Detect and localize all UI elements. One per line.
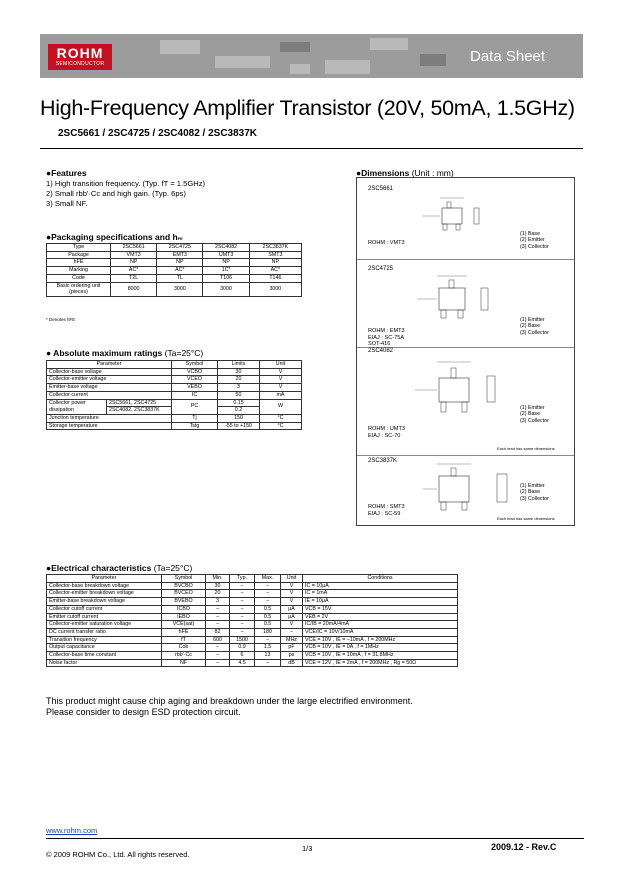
- table-row: [47, 368, 302, 376]
- package-line: ROHM : EMT3: [368, 328, 405, 334]
- title-divider: [40, 148, 583, 149]
- table-cell: V: [281, 621, 303, 629]
- table-header: Max.: [255, 575, 281, 583]
- table-cell: 6: [230, 652, 255, 660]
- table-cell: VCBO: [172, 368, 218, 376]
- table-cell: −: [230, 613, 255, 621]
- table-cell: 600: [206, 636, 230, 644]
- table-cell: −: [230, 590, 255, 598]
- table-cell: BVCBO: [162, 582, 206, 590]
- table-row: [47, 384, 302, 392]
- table-cell: μA: [281, 605, 303, 613]
- logo-text: ROHM: [56, 45, 104, 61]
- copyright: © 2009 ROHM Co., Ltd. All rights reserved.: [46, 850, 190, 859]
- table-cell: V: [260, 384, 302, 392]
- dim-package-label: [368, 328, 405, 348]
- table-cell: 0.5: [255, 605, 281, 613]
- table-cell: VCE(sat): [162, 621, 206, 629]
- abs-max-table: [46, 360, 302, 430]
- table-cell: Emitter-base breakdown voltage: [47, 598, 162, 606]
- table-cell: 3: [218, 384, 260, 392]
- table-row: [47, 644, 458, 652]
- table-cell: W: [260, 399, 302, 414]
- table-row: [47, 636, 458, 644]
- table-cell: 150: [218, 414, 260, 422]
- table-row: [47, 274, 302, 282]
- caution-line: This product might cause chip aging and breakdown under the large electrified environment.: [46, 696, 413, 706]
- table-row: [47, 259, 302, 267]
- pin-label: (1) Emitter: [520, 317, 545, 323]
- dim-pin-list: [520, 231, 549, 250]
- table-cell: −: [255, 598, 281, 606]
- dimensions-unit: (Unit : mm): [411, 168, 454, 178]
- pin-label: (2) Base: [520, 489, 541, 496]
- table-cell: IC: [172, 391, 218, 399]
- packaging-footnote: * Denotes hFE: [46, 317, 76, 322]
- esd-caution: [46, 696, 413, 718]
- dim-part-name: 2SC4725: [368, 266, 394, 272]
- table-cell: VCE = 10V , IE = −10mA , f = 200MHz: [303, 636, 458, 644]
- table-cell: SMT3: [249, 251, 301, 259]
- table-cell: DC current transfer ratio: [47, 628, 162, 636]
- table-row: [47, 399, 302, 407]
- table-cell: Cob: [162, 644, 206, 652]
- package-line: ROHM : SMT3: [368, 504, 405, 510]
- doc-type-label: Data Sheet: [470, 48, 546, 65]
- table-header: 2SC5661: [111, 244, 157, 252]
- revision: 2009.12 - Rev.C: [491, 842, 557, 852]
- feature-item: 2) Small rbb'·Cc and high gain. (Typ. 6ps): [46, 189, 186, 198]
- footer-rule: [46, 838, 584, 839]
- table-header: Symbol: [162, 575, 206, 583]
- table-cell: −: [255, 582, 281, 590]
- abs-max-heading: [46, 348, 203, 358]
- table-cell: −: [255, 636, 281, 644]
- table-cell: V: [281, 590, 303, 598]
- table-cell: NP: [249, 259, 301, 267]
- table-cell: −: [206, 659, 230, 667]
- table-cell: fT: [162, 636, 206, 644]
- table-row: [47, 376, 302, 384]
- table-cell: 180: [255, 628, 281, 636]
- table-header-row: [47, 244, 302, 252]
- table-cell: °C: [260, 422, 302, 430]
- table-cell: Collector-emitter breakdown voltage: [47, 590, 162, 598]
- table-cell: 20: [218, 376, 260, 384]
- dim-pin-list: [520, 405, 549, 424]
- pin-label: (1) Emitter: [520, 405, 545, 411]
- table-header: Unit: [260, 361, 302, 369]
- pin-label: (2) Base: [520, 411, 541, 418]
- table-cell: VCE/IC = 10V/10mA: [303, 628, 458, 636]
- table-cell: −: [206, 613, 230, 621]
- table-cell: NP: [203, 259, 249, 267]
- abs-max-heading-text: ● Absolute maximum ratings: [46, 348, 163, 358]
- table-cell: IC/IB = 20mA/4mA: [303, 621, 458, 629]
- table-cell: VEB = 2V: [303, 613, 458, 621]
- dim-section-divider: [357, 259, 574, 260]
- caution-line: Please consider to design ESD protection circuit.: [46, 707, 241, 717]
- table-cell: IC = 10μA: [303, 582, 458, 590]
- table-cell: mA: [260, 391, 302, 399]
- table-header: 2SC4725: [157, 244, 203, 252]
- table-cell: T2L: [111, 274, 157, 282]
- table-header: 2SC4082: [203, 244, 249, 252]
- table-cell: hFE: [162, 628, 206, 636]
- table-cell: 3000: [157, 282, 203, 296]
- rohm-logo: [48, 44, 112, 70]
- dimensions-box: [356, 177, 575, 526]
- table-cell: Collector-base breakdown voltage: [47, 582, 162, 590]
- table-row: [47, 282, 302, 296]
- dim-package-label: [368, 426, 405, 439]
- electrical-condition: (Ta=25°C): [153, 563, 193, 573]
- dim-part-name: 2SC3837K: [368, 458, 398, 464]
- table-cell: 0.2: [218, 407, 260, 415]
- table-cell: 1500: [230, 636, 255, 644]
- table-header: Min.: [206, 575, 230, 583]
- table-cell: TL: [157, 274, 203, 282]
- table-row: [47, 251, 302, 259]
- table-cell: ps: [281, 652, 303, 660]
- table-cell: −: [206, 652, 230, 660]
- table-cell: Collector-base time constant: [47, 652, 162, 660]
- dim-package-label: [368, 504, 405, 517]
- table-cell: NP: [157, 259, 203, 267]
- table-cell: dB: [281, 659, 303, 667]
- table-header: Parameter: [47, 361, 172, 369]
- features-list: [46, 179, 205, 209]
- table-header: 2SC3837K: [249, 244, 301, 252]
- table-cell: 3: [206, 598, 230, 606]
- table-cell: 3000: [203, 282, 249, 296]
- table-row: [47, 652, 458, 660]
- packaging-heading-text: ●Packaging specifications and h: [46, 232, 178, 242]
- table-cell: Package: [47, 251, 111, 259]
- page-number: 1/3: [302, 844, 313, 853]
- table-row: [47, 267, 302, 275]
- table-cell: BVCEO: [162, 590, 206, 598]
- table-header: Typ.: [230, 575, 255, 583]
- table-cell: Collector-emitter saturation voltage: [47, 621, 162, 629]
- dim-part-name: 2SC4082: [368, 348, 394, 354]
- table-cell: −: [255, 659, 281, 667]
- table-cell: VCB = 10V , IE = 0A , f = 1MHz: [303, 644, 458, 652]
- table-cell: Basic ordering unit (pieces): [47, 282, 111, 296]
- table-cell: Collector cutoff current: [47, 605, 162, 613]
- abs-max-condition: (Ta=25°C): [164, 348, 204, 358]
- package-line: EIAJ : SC-70: [368, 432, 401, 439]
- table-cell: hFE: [47, 259, 111, 267]
- packaging-table: [46, 243, 302, 297]
- table-header-row: [47, 361, 302, 369]
- package-line: EIAJ : SC-59: [368, 510, 401, 517]
- table-cell: AC*: [157, 267, 203, 275]
- table-cell: -55 to +150: [218, 422, 260, 430]
- package-line: ROHM : UMT3: [368, 426, 405, 432]
- table-cell: VCB = 10V , IE = 10mA , f = 31.8MHz: [303, 652, 458, 660]
- table-cell: 4.5: [230, 659, 255, 667]
- table-cell: Junction temperature: [47, 414, 172, 422]
- table-cell: 3000: [249, 282, 301, 296]
- table-cell: −: [230, 598, 255, 606]
- feature-item: 3) Small NF.: [46, 199, 88, 208]
- table-row: [47, 391, 302, 399]
- table-cell: −: [206, 644, 230, 652]
- rohm-website-link[interactable]: www.rohm.com: [46, 826, 98, 835]
- table-row: [47, 628, 458, 636]
- table-cell: VEBO: [172, 384, 218, 392]
- table-cell: V: [260, 368, 302, 376]
- table-cell: Noise factor: [47, 659, 162, 667]
- table-cell: Collector power dissipation: [47, 399, 107, 414]
- table-header: Type: [47, 244, 111, 252]
- features-heading: ●Features: [46, 168, 87, 178]
- table-cell: 2SC4082, 2SC3837K: [107, 407, 172, 415]
- table-cell: Tstg: [172, 422, 218, 430]
- table-cell: 30: [218, 368, 260, 376]
- table-cell: rbb'·Cc: [162, 652, 206, 660]
- table-cell: 2SC5661, 2SC4725: [107, 399, 172, 407]
- table-row: [47, 613, 458, 621]
- table-cell: 0.5: [255, 621, 281, 629]
- table-header: Conditions: [303, 575, 458, 583]
- table-cell: Tj: [172, 414, 218, 422]
- package-line: EIAJ : SC-75A: [368, 334, 405, 341]
- table-cell: AC*: [249, 267, 301, 275]
- table-cell: −: [206, 605, 230, 613]
- table-cell: UMT3: [203, 251, 249, 259]
- dim-note: Each lead has same dimensions: [497, 516, 555, 521]
- packaging-heading: [46, 232, 183, 242]
- table-cell: Marking: [47, 267, 111, 275]
- table-cell: V: [281, 598, 303, 606]
- pin-label: (1) Base: [520, 231, 541, 237]
- table-cell: −: [281, 628, 303, 636]
- table-cell: VCEO: [172, 376, 218, 384]
- table-cell: PC: [172, 399, 218, 414]
- table-cell: ICBO: [162, 605, 206, 613]
- table-cell: EMT3: [157, 251, 203, 259]
- dim-note: Each lead has same dimensions: [497, 446, 555, 451]
- table-cell: 30: [206, 582, 230, 590]
- table-cell: AC*: [111, 267, 157, 275]
- table-cell: 50: [218, 391, 260, 399]
- table-cell: V: [281, 582, 303, 590]
- table-header: Symbol: [172, 361, 218, 369]
- dim-part-name: 2SC5661: [368, 186, 394, 192]
- table-cell: Collector-emitter voltage: [47, 376, 172, 384]
- dim-package-label: ROHM : VMT3: [368, 240, 405, 246]
- pin-label: (3) Collector: [520, 495, 549, 502]
- table-cell: 0.5: [255, 613, 281, 621]
- dimensions-heading-text: ●Dimensions: [356, 168, 410, 178]
- table-cell: Output capacitance: [47, 644, 162, 652]
- table-cell: 20: [206, 590, 230, 598]
- packaging-heading-sub: FE: [177, 236, 183, 241]
- table-cell: −: [206, 621, 230, 629]
- table-cell: °C: [260, 414, 302, 422]
- table-cell: VCB = 15V: [303, 605, 458, 613]
- table-header-row: [47, 575, 458, 583]
- table-cell: μA: [281, 613, 303, 621]
- table-header: Unit: [281, 575, 303, 583]
- table-cell: −: [230, 605, 255, 613]
- table-cell: 82: [206, 628, 230, 636]
- table-cell: 0.15: [218, 399, 260, 407]
- electrical-table: [46, 574, 458, 667]
- dim-pin-list: [520, 317, 549, 336]
- part-numbers: 2SC5661 / 2SC4725 / 2SC4082 / 2SC3837K: [58, 128, 258, 139]
- table-cell: IE = 10μA: [303, 598, 458, 606]
- pin-label: (2) Emitter: [520, 237, 545, 244]
- table-cell: −: [230, 621, 255, 629]
- table-cell: NP: [111, 259, 157, 267]
- table-cell: −: [230, 628, 255, 636]
- electrical-heading-text: ●Electrical characteristics: [46, 563, 152, 573]
- table-row: [47, 590, 458, 598]
- table-cell: NF: [162, 659, 206, 667]
- table-cell: IEBO: [162, 613, 206, 621]
- table-cell: −: [255, 590, 281, 598]
- table-cell: 1C*: [203, 267, 249, 275]
- table-row: [47, 598, 458, 606]
- electrical-heading: [46, 563, 192, 573]
- table-row: [47, 605, 458, 613]
- table-row: [47, 414, 302, 422]
- logo-subtext: SEMICONDUCTOR: [55, 61, 105, 67]
- feature-item: 1) High transition frequency. (Typ. fT = 1.5GHz): [46, 179, 206, 188]
- table-cell: BVEBO: [162, 598, 206, 606]
- table-cell: Transition frequency: [47, 636, 162, 644]
- table-cell: 1.5: [255, 644, 281, 652]
- table-cell: Emitter cutoff current: [47, 613, 162, 621]
- table-cell: VCE = 12V , IE = 2mA , f = 200MHz , Rg = 50Ω: [303, 659, 458, 667]
- table-cell: −: [230, 582, 255, 590]
- pin-label: (2) Base: [520, 323, 541, 330]
- table-cell: IC = 1mA: [303, 590, 458, 598]
- table-cell: VMT3: [111, 251, 157, 259]
- table-cell: 0.9: [230, 644, 255, 652]
- table-cell: Emitter-base voltage: [47, 384, 172, 392]
- dim-section-divider: [357, 455, 574, 456]
- table-cell: 8000: [111, 282, 157, 296]
- table-row: [47, 621, 458, 629]
- package-line: SOT-416: [368, 341, 391, 347]
- pin-label: (1) Emitter: [520, 483, 545, 489]
- pin-label: (3) Collector: [520, 329, 549, 336]
- page-title: High-Frequency Amplifier Transistor (20V, 50mA, 1.5GHz): [40, 96, 575, 120]
- table-header: Limits: [218, 361, 260, 369]
- table-row: [47, 422, 302, 430]
- table-cell: Code: [47, 274, 111, 282]
- table-cell: Collector current: [47, 391, 172, 399]
- table-cell: Collector-base voltage: [47, 368, 172, 376]
- pin-label: (3) Collector: [520, 417, 549, 424]
- table-cell: pF: [281, 644, 303, 652]
- table-cell: MHz: [281, 636, 303, 644]
- table-row: [47, 659, 458, 667]
- pin-label: (3) Collector: [520, 243, 549, 250]
- vmt3-outline-drawing: [412, 194, 532, 244]
- table-cell: Storage temperature: [47, 422, 172, 430]
- table-header: Parameter: [47, 575, 162, 583]
- table-cell: V: [260, 376, 302, 384]
- table-cell: 13: [255, 652, 281, 660]
- table-cell: T106: [203, 274, 249, 282]
- table-row: [47, 582, 458, 590]
- dim-pin-list: [520, 483, 549, 502]
- table-cell: T146: [249, 274, 301, 282]
